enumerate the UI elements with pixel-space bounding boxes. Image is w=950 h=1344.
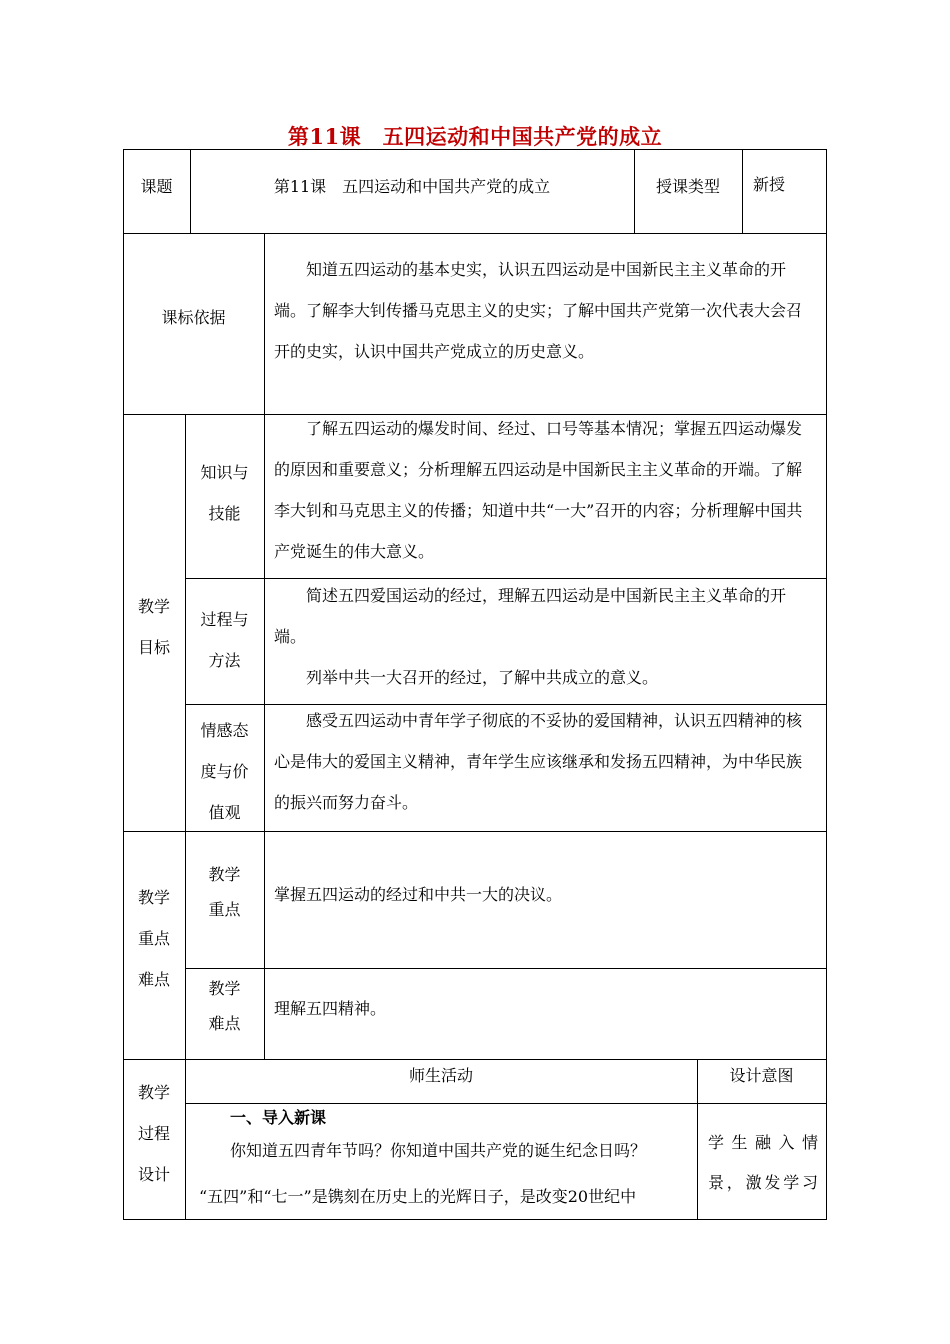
emotion-values-paragraph: 感受五四运动中青年学子彻底的不妥协的爱国精神，认识五四精神的核心是伟大的爱国主义精神，青年学生应该继承和发扬五四精神，为中华民族的振兴而努力奋斗。	[274, 711, 803, 812]
objectives-label	[123, 586, 185, 668]
difficulty-text: 理解五四精神。	[274, 999, 387, 1018]
row-divider	[123, 1059, 827, 1060]
knowledge-paragraph: 了解五四运动的爆发时间、经过、口号等基本情况；掌握五四运动爆发的原因和重要意义；分析理解五四运动是中国新民主主义革命的开端。了解李大钊和马克思主义的传播；知道中共“一大”召开的内容；分析理解中国共产党诞生的伟大意义。	[274, 419, 803, 561]
emotion-values-label-line: 情感态	[200, 721, 249, 740]
key-points-label-line: 教学	[137, 888, 170, 907]
focus-label	[185, 857, 264, 927]
process-design-label-line: 教学	[137, 1083, 170, 1102]
process-method-label-line: 方法	[208, 651, 241, 670]
focus-label-line: 教学	[208, 865, 241, 884]
standards-text	[274, 249, 816, 372]
difficulty-label-line: 难点	[208, 1014, 241, 1033]
process-design-label-line: 过程	[137, 1124, 170, 1143]
section-heading: 一、导入新课	[230, 1108, 327, 1127]
row-divider	[185, 968, 827, 969]
key-points-label	[123, 877, 185, 1000]
row-divider	[123, 233, 827, 234]
knowledge-label-line: 技能	[208, 504, 241, 523]
intent-line: 学生融入情	[708, 1133, 818, 1152]
intent-column-header: 设计意图	[729, 1066, 794, 1085]
intro-line: “五四”和“七一”是镌刻在历史上的光辉日子，是改变20世纪中	[199, 1187, 637, 1206]
process-method-label	[185, 599, 264, 681]
col-divider	[264, 233, 265, 1060]
process-method-paragraph: 简述五四爱国运动的经过，理解五四运动是中国新民主主义革命的开端。	[274, 586, 787, 646]
process-method-label-line: 过程与	[200, 610, 249, 629]
key-points-label-line: 难点	[137, 970, 170, 989]
col-divider	[742, 149, 743, 234]
activity-column-header: 师生活动	[408, 1066, 473, 1085]
difficulty-label-line: 教学	[208, 979, 241, 998]
subject-value: 第11课 五四运动和中国共产党的成立	[273, 177, 551, 196]
objectives-label-line: 教学	[137, 597, 170, 616]
process-design-label-line: 设计	[137, 1165, 170, 1184]
difficulty-label	[185, 971, 264, 1041]
key-points-label-line: 重点	[137, 929, 170, 948]
subject-label: 课题	[140, 177, 173, 196]
emotion-values-label-line: 值观	[208, 803, 241, 822]
emotion-values-text	[274, 700, 816, 823]
focus-text: 掌握五四运动的经过和中共一大的决议。	[274, 885, 563, 904]
knowledge-label	[185, 452, 264, 534]
table-border-bottom	[123, 1219, 827, 1220]
table-border-top	[123, 149, 827, 150]
document-title: 第11课 五四运动和中国共产党的成立	[287, 124, 663, 149]
process-method-paragraph: 列举中共一大召开的经过，了解中共成立的意义。	[306, 668, 659, 687]
intro-line: 你知道五四青年节吗？你知道中国共产党的诞生纪念日吗？	[230, 1141, 647, 1160]
process-method-text	[274, 575, 816, 698]
standards-paragraph: 知道五四运动的基本史实，认识五四运动是中国新民主主义革命的开端。了解李大钊传播马克思主义的史实；了解中国共产党第一次代表大会召开的史实，认识中国共产党成立的历史意义。	[274, 260, 803, 361]
lesson-type-value: 新授	[753, 175, 786, 194]
row-divider	[185, 1103, 827, 1104]
knowledge-label-line: 知识与	[200, 463, 249, 482]
focus-label-line: 重点	[208, 900, 241, 919]
standards-label: 课标依据	[161, 308, 226, 327]
intent-line: 景，激发学习	[708, 1173, 818, 1192]
knowledge-text	[274, 408, 816, 572]
emotion-values-label	[185, 710, 264, 833]
table-border-right	[826, 149, 827, 1220]
objectives-label-line: 目标	[137, 638, 170, 657]
process-design-label	[123, 1072, 185, 1195]
lesson-type-label: 授课类型	[655, 177, 720, 196]
emotion-values-label-line: 度与价	[200, 762, 249, 781]
